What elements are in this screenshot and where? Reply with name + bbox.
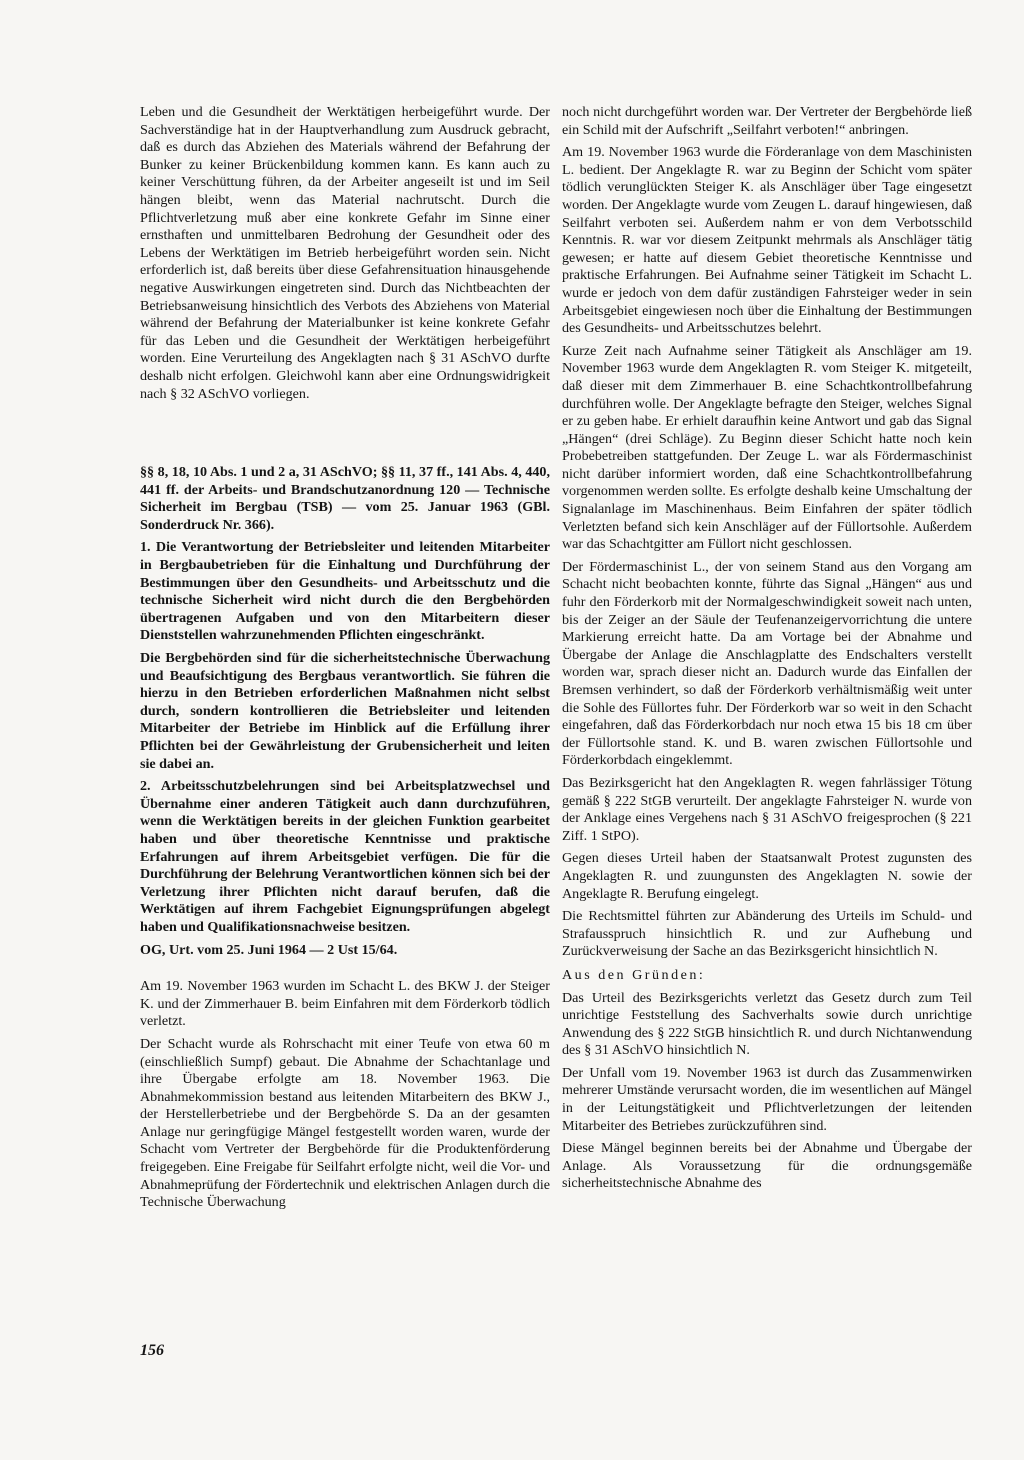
- section-gap: [140, 408, 550, 464]
- paragraph: Der Fördermaschinist L., der von seinem Stand aus den Vorgang am Schacht nicht beobachten konnte, führte das Signal „Hängen“ aus und fuhr den Förderkorb mit der Normalgeschwindigkeit soweit nach unten, bis der Zeiger an der Säule der Teufenanzeigervorrichtung die untere Markierung erreicht hatte. Da am Vortage bei der Abnahme und Übergabe der Anlage die Anschlagplatte des Endschalters verstellt worden war, sprach dieser nicht an. Dadurch wurde das Einfallen der Bremsen verhindert, so daß der Förderkorb verhältnismäßig weit unter die Sohle des Füllortes fuhr. Der Förderkorb war so weit in den Schacht eingefahren, daß das Förderkorbdach nur noch etwa 15 bis 18 cm über der Füllortsohle stand. K. und B. waren zwischen Füllortsohle und Förderkorbdach eingeklemmt.: [562, 558, 972, 769]
- headnote-1-continued: Die Bergbehörden sind für die sicherheitstechnische Überwachung und Beaufsichtigung des Bergbaus verantwortlich. Sie führen die hierzu in den Betrieben erforderlichen Maßnahmen nicht selbst durch, sondern kontrollieren die Betriebsleiter und leitenden Mitarbeiter der Betriebe im Hinblick auf die Erfüllung ihrer Pflichten bei der Gewährleistung der Grubensicherheit und leiten sie dabei an.: [140, 650, 550, 772]
- paragraph: Leben und die Gesundheit der Werktätigen herbeigeführt wurde. Der Sachverständige hat in der Hauptverhandlung zum Ausdruck gebracht, daß es durch das Abziehen des Materials während der Befahrung der Bunker zu keiner Brückenbildung kommen kann. Es kann auch zu keiner Verschüttung führen, da der Arbeiter angeseilt ist und im Seil hängen bleibt, wenn das Material nachrutscht. Durch die Pflichtverletzung muß aber eine konkrete Gefahr im Sinne einer ernsthaften und unmittelbaren Bedrohung der Gesundheit oder des Lebens der Werktätigen im Betrieb herbeigeführt worden sein. Nicht erforderlich ist, daß bereits über diese Gefahrensituation hinausgehende negative Auswirkungen eingetreten sind. Durch das Nichtbeachten der Betriebsanweisung hinsichtlich des Verbots des Abziehens von Material während der Befahrung der Materialbunker ist keine konkrete Gefahr für das Leben und die Gesundheit der Werktätigen herbeigeführt worden. Eine Verurteilung des Angeklagten nach § 31 ASchVO durfte deshalb nicht erfolgen. Gleichwohl kann aber eine Ordnungswidrigkeit nach § 32 ASchVO vorliegen.: [140, 104, 550, 402]
- paragraph: Die Rechtsmittel führten zur Abänderung des Urteils im Schuld- und Strafausspruch hinsichtlich R. und zur Aufhebung und Zurückverweisung der Sache an das Bezirksgericht hinsichtlich N.: [562, 908, 972, 960]
- right-column: [562, 104, 972, 1198]
- paragraph: noch nicht durchgeführt worden war. Der Vertreter der Bergbehörde ließ ein Schild mit der Aufschrift „Seilfahrt verboten!“ anbringen.: [562, 104, 972, 138]
- section-gap: [140, 964, 550, 978]
- paragraph: Der Unfall vom 19. November 1963 ist durch das Zusammenwirken mehrerer Umstände verursacht worden, die im wesentlichen auf Mängel in der Leitungstätigkeit und Pflichtverletzungen der leitenden Mitarbeiter des Betriebes zurückzuführen sind.: [562, 1064, 972, 1134]
- paragraph: Der Schacht wurde als Rohrschacht mit einer Teufe von etwa 60 m (einschließlich Sumpf) gebaut. Die Abnahme der Schachtanlage und ihre Übergabe erfolgte am 18. November 1963. Die Abnahmekommission bestand aus leitenden Mitarbeitern des BKW J., der Herstellerbetriebe und der Bergbehörde S. Da an der gesamten Anlage nur geringfügige Mängel festgestellt worden waren, wurde der Schacht vom Vertreter der Bergbehörde für die Produktenförderung freigegeben. Eine Freigabe für Seilfahrt erfolgte nicht, weil die Vor- und Abnahmeprüfung der Fördertechnik und elektrischen Anlagen durch die Technische Überwachung: [140, 1035, 550, 1211]
- paragraph: Diese Mängel beginnen bereits bei der Abnahme und Übergabe der Anlage. Als Voraussetzung für die ordnungsgemäße sicherheitstechnische Abnahme des: [562, 1140, 972, 1192]
- paragraph: Das Urteil des Bezirksgerichts verletzt das Gesetz durch zum Teil unrichtige Feststellung des Sachverhalts sowie durch unrichtige Anwendung des § 222 StGB hinsichtlich R. und durch Nichtanwendung des § 31 ASchVO hinsichtlich N.: [562, 989, 972, 1059]
- headnote-2: 2. Arbeitsschutzbelehrungen sind bei Arbeitsplatzwechsel und Übernahme einer anderen Tätigkeit auch dann durchzuführen, wenn die Werktätigen bereits in der gleichen Funktion gearbeitet haben und über theoretische Kenntnisse und praktische Erfahrungen auf ihrem Arbeitsgebiet verfügen. Die für die Durchführung der Belehrung Verantwortlichen können sich bei der Verletzung ihrer Pflichten nicht darauf berufen, daß die Werktätigen auf ihrem Fachgebiet Eignungsprüfungen abgelegt haben und Qualifikationsnachweise besitzen.: [140, 778, 550, 935]
- statute-heading: §§ 8, 18, 10 Abs. 1 und 2 a, 31 ASchVO; §§ 11, 37 ff., 141 Abs. 4, 440, 441 ff. der Arbeits- und Brandschutzanordnung 120 — Technische Sicherheit im Bergbau (TSB) — vom 25. Januar 1963 (GBl. Sonderdruck Nr. 366).: [140, 464, 550, 533]
- court-citation: OG, Urt. vom 25. Juni 1964 — 2 Ust 15/64.: [140, 941, 398, 958]
- paragraph: Kurze Zeit nach Aufnahme seiner Tätigkeit als Anschläger am 19. November 1963 wurde dem Angeklagten R. vom Steiger K. mitgeteilt, daß dieser mit dem Zimmerhauer B. eine Schachtkontrollbefahrung durchführen wolle. Der Angeklagte befragte den Steiger, welches Signal er zu geben habe. Er erhielt daraufhin keine Antwort und gab das Signal „Hängen“ (drei Schläge). Zu Beginn dieser Schicht hatte noch kein Probebetreiben stattgefunden. Der Zeuge L. war als Fördermaschinist nicht darüber informiert worden, daß eine Schachtkontrollbefahrung vorgenommen werden sollte. Es erfolgte deshalb keine Umschaltung der Signalanlage im Maschinenhaus. Beim Einfahren der später tödlich Verletzten befand sich kein Anschläger auf der Füllortsohle. Außerdem war das Schachtgitter am Füllort nicht geschlossen.: [562, 342, 972, 553]
- left-column: [140, 104, 550, 1217]
- paragraph: Gegen dieses Urteil haben der Staatsanwalt Protest zugunsten des Angeklagten R. und zuungunsten des Angeklagten N. sowie der Angeklagte R. Berufung eingelegt.: [562, 850, 972, 902]
- paragraph: Am 19. November 1963 wurden im Schacht L. des BKW J. der Steiger K. und der Zimmerhauer B. beim Einfahren mit dem Förderkorb tödlich verletzt.: [140, 978, 550, 1030]
- paragraph: Das Bezirksgericht hat den Angeklagten R. wegen fahrlässiger Tötung gemäß § 222 StGB verurteilt. Der angeklagte Fahrsteiger N. wurde von der Anklage eines Vergehens nach § 31 ASchVO freigesprochen (§ 221 Ziff. 1 StPO).: [562, 774, 972, 844]
- page-number: 156: [140, 1342, 164, 1359]
- reasons-heading: Aus den Gründen:: [562, 966, 706, 983]
- paragraph: Am 19. November 1963 wurde die Förderanlage von dem Maschinisten L. bedient. Der Angeklagte R. war zu Beginn der Schicht vom später tödlich verunglückten Steiger K. als Anschläger über Tage eingesetzt worden. Der Angeklagte wurde vom Zeugen L. darauf hingewiesen, daß Seilfahrt verboten sei. Außerdem nahm er von dem Verbotsschild Kenntnis. R. war vor diesem Zeitpunkt mehrmals als Anschläger tätig gewesen; er hatte auf diesem Gebiet theoretische Kenntnisse und praktische Erfahrungen. Bei Aufnahme seiner Tätigkeit im Schacht L. wurde er jedoch von dem dafür zuständigen Fahrsteiger weder in sein Arbeitsgebiet eingewiesen noch über die Einhaltung der Bestimmungen des Gesundheits- und Arbeitsschutzes belehrt.: [562, 144, 972, 337]
- headnote-1: 1. Die Verantwortung der Betriebsleiter und leitenden Mitarbeiter in Bergbaubetrieben für die Einhaltung und Durchführung der Bestimmungen über den Gesundheits- und Arbeitsschutz und die technische Sicherheit wird nicht durch die den Bergbehörden übertragenen Aufgaben und von den Mitarbeitern dieser Dienststellen wahrzunehmenden Pflichten eingeschränkt.: [140, 539, 550, 644]
